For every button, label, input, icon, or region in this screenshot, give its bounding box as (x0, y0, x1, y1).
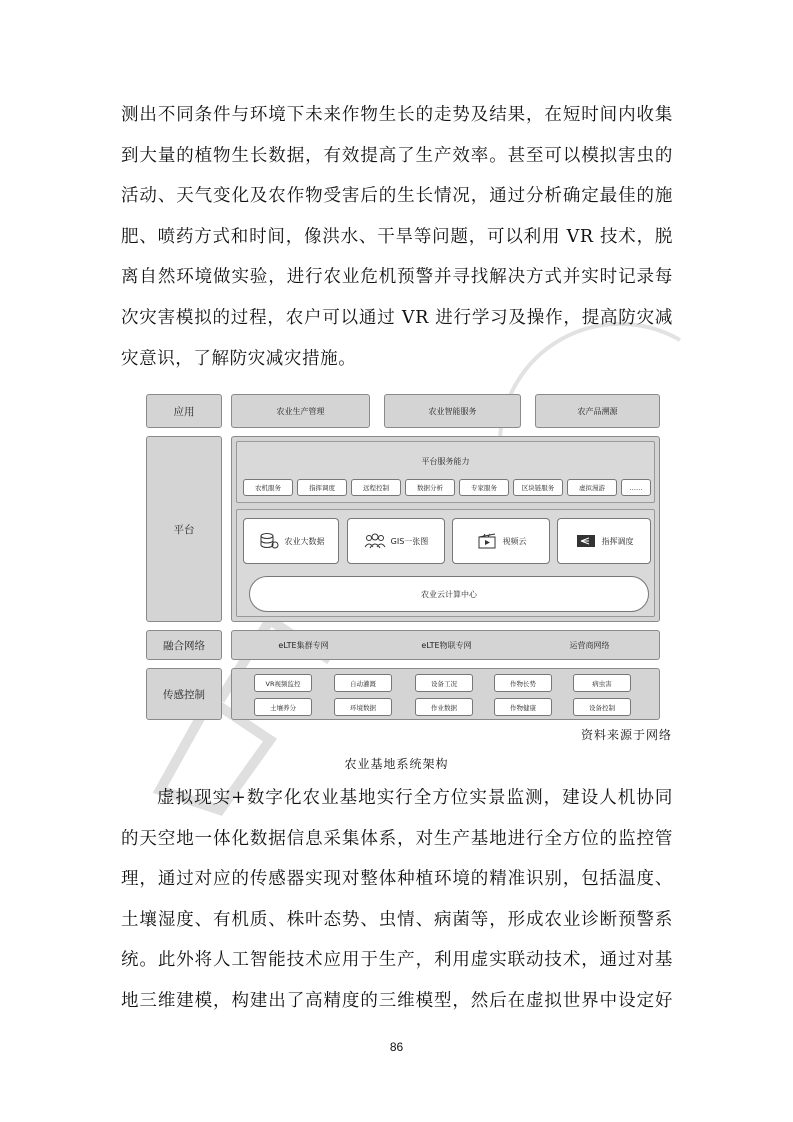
text-line: 灾意识，了解防灾减灾措施。 (121, 348, 357, 369)
sensing-chip: 自动灌溉 (334, 674, 392, 692)
text-line: 活动、天气变化及农作物受害后的生长情况，通过分析确定最佳的施 (121, 186, 673, 207)
platform-card (243, 518, 339, 564)
sensing-chip: 土壤养分 (254, 698, 312, 716)
service-chip: 农机服务 (243, 479, 293, 496)
video-clapper-icon (476, 532, 498, 550)
app-item: 农业智能服务 (384, 394, 521, 428)
platform-service-panel (236, 441, 655, 503)
sensing-chip: 作物健康 (494, 698, 552, 716)
text-line: 次灾害模拟的过程，农户可以通过 VR 进行学习及操作，提高防灾减 (121, 307, 673, 328)
card-label: 指挥调度 (601, 536, 634, 546)
card-label: 农业大数据 (284, 536, 325, 546)
body-paragraph-2 (121, 778, 673, 1022)
text-line: 理，通过对应的传感器实现对整体种植环境的精准识别，包括温度、 (121, 869, 673, 890)
text-line: 虚拟现实+数字化农业基地实行全方位实景监测，建设人机协同 (157, 788, 673, 808)
text-line: 土壤湿度、有机质、株叶态势、虫情、病菌等，形成农业诊断预警系 (121, 909, 673, 930)
service-chip: 虚拟漫游 (567, 479, 617, 496)
service-chip: 远程控制 (351, 479, 401, 496)
text-line: 到大量的植物生长数据，有效提高了生产效率。甚至可以模拟害虫的 (121, 145, 673, 166)
platform-service-title: 平台服务能力 (421, 457, 470, 466)
app-item: 农业生产管理 (231, 394, 370, 428)
service-chip: 专家服务 (459, 479, 509, 496)
layer-label-app: 应用 (146, 394, 222, 428)
platform-card (452, 518, 550, 564)
service-chip: 区块链服务 (513, 479, 563, 496)
architecture-diagram (146, 394, 660, 720)
layer-label-platform: 平台 (146, 436, 222, 622)
sensing-panel (231, 668, 660, 720)
layer-label-sensing: 传感控制 (146, 668, 222, 720)
card-label: 视频云 (502, 536, 527, 546)
sensing-chip: 设备工况 (415, 674, 473, 692)
network-item: 运营商网络 (569, 641, 610, 650)
sensing-chip: 环境数据 (334, 698, 392, 716)
sensing-chip: VR视频监控 (254, 674, 312, 692)
platform-panel (231, 436, 660, 622)
platform-card (557, 518, 651, 564)
figure-caption: 农业基地系统架构 (344, 757, 449, 771)
sensing-chip: 病虫害 (573, 674, 631, 692)
cloud-center: 农业云计算中心 (249, 576, 649, 612)
platform-core-panel (236, 509, 655, 617)
layer-label-network: 融合网络 (146, 630, 222, 660)
service-chip: 数据分析 (405, 479, 455, 496)
network-item: eLTE物联专网 (421, 641, 472, 650)
people-icon (364, 532, 386, 550)
body-paragraph-1 (121, 95, 673, 379)
network-item: eLTE集群专网 (278, 641, 329, 650)
text-line: 的天空地一体化数据信息采集体系，对生产基地进行全方位的监控管 (121, 828, 673, 849)
database-icon (258, 532, 280, 550)
sensing-chip: 作物长势 (494, 674, 552, 692)
platform-card (347, 518, 445, 564)
page-number: 86 (389, 1040, 404, 1054)
text-line: 肥、喷药方式和时间，像洪水、干旱等问题，可以利用 VR 技术，脱 (121, 226, 673, 247)
service-chip: …… (621, 479, 651, 496)
text-line: 离自然环境做实验，进行农业危机预警并寻找解决方式并实时记录每 (121, 267, 673, 288)
text-line: 统。此外将人工智能技术应用于生产，利用虚实联动技术，通过对基 (121, 950, 673, 971)
source-note: 资料来源于网络 (580, 728, 672, 742)
network-panel (231, 630, 660, 660)
service-chip: 指挥调度 (297, 479, 347, 496)
sensing-chip: 作业数据 (415, 698, 473, 716)
dispatch-icon (575, 532, 597, 550)
text-line: 地三维建模，构建出了高精度的三维模型，然后在虚拟世界中设定好 (121, 990, 673, 1011)
app-item: 农产品溯源 (535, 394, 660, 428)
card-label: GIS一张图 (390, 536, 429, 546)
text-line: 测出不同条件与环境下未来作物生长的走势及结果，在短时间内收集 (121, 105, 673, 125)
sensing-chip: 设备控制 (573, 698, 631, 716)
